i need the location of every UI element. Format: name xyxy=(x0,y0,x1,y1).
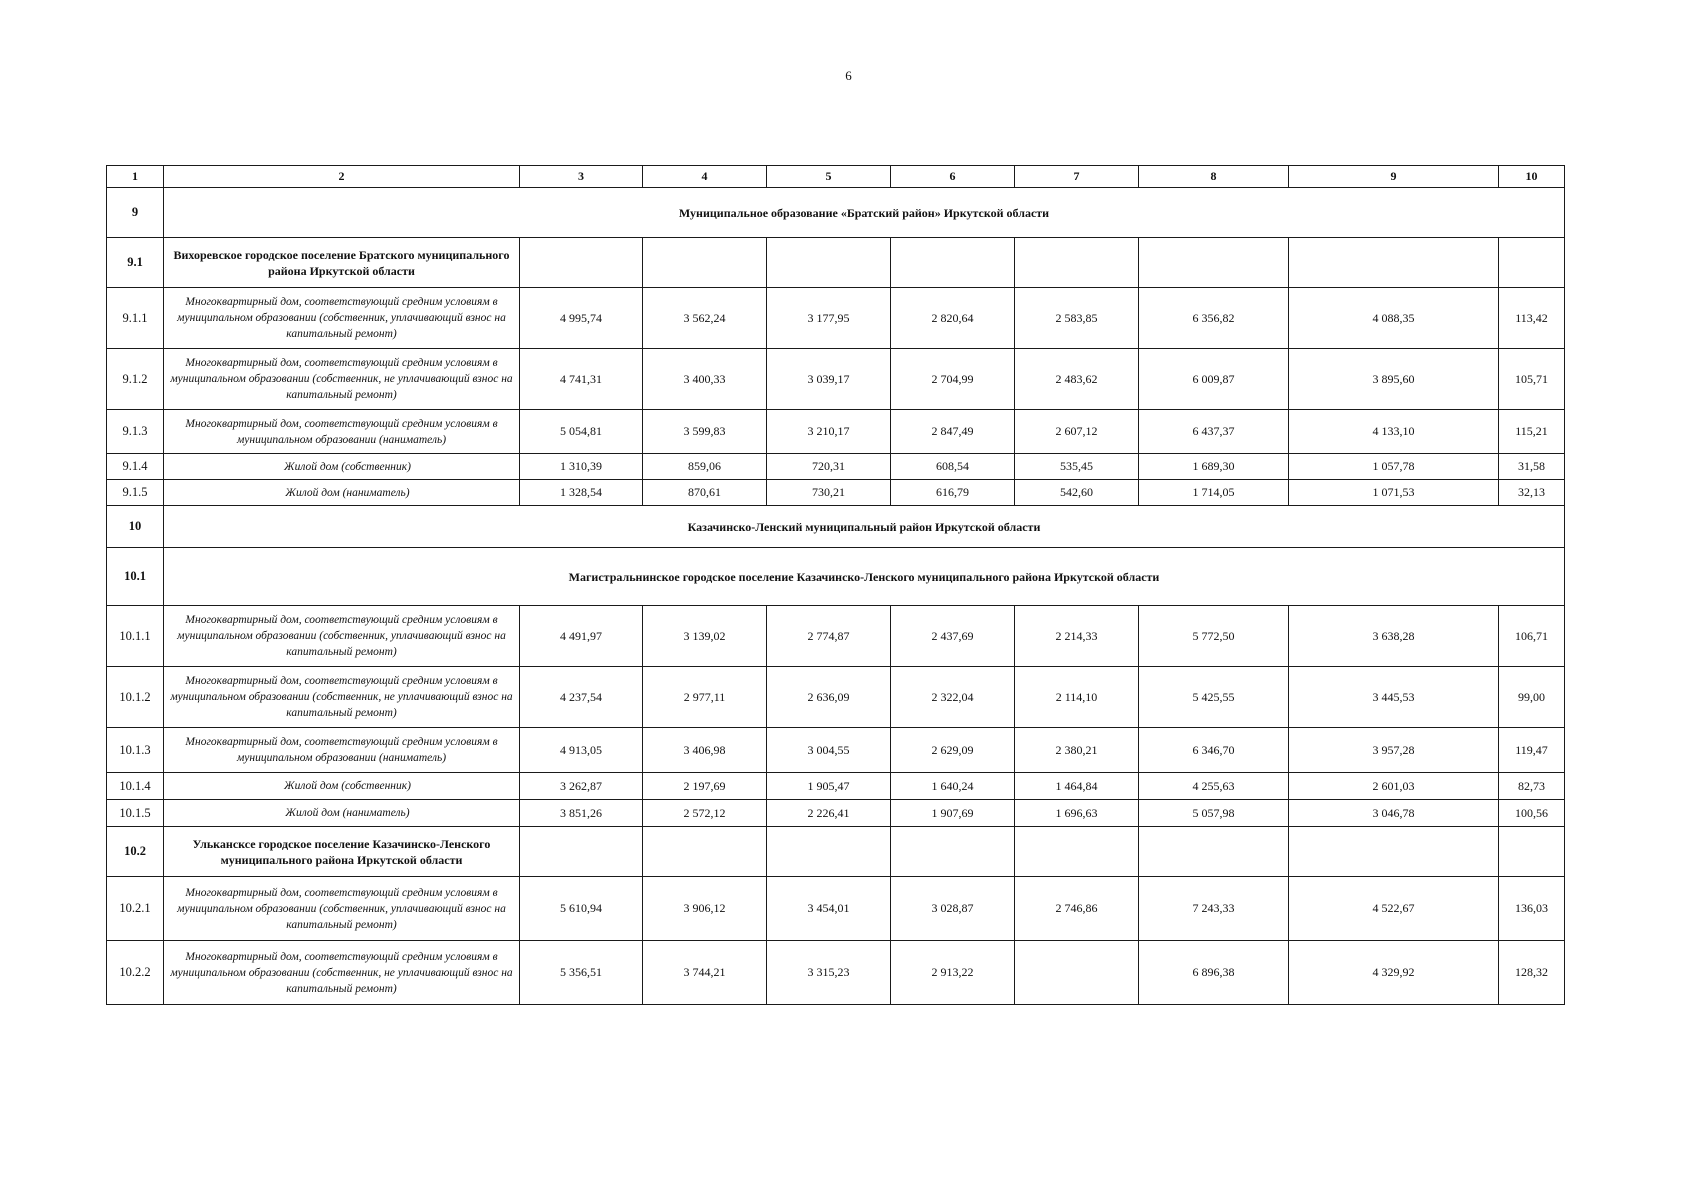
row-number: 10.1 xyxy=(107,548,164,606)
value-cell: 3 400,33 xyxy=(643,349,767,410)
column-header: 1 xyxy=(107,166,164,188)
row-description: Жилой дом (наниматель) xyxy=(164,480,520,506)
value-cell: 100,56 xyxy=(1499,800,1565,827)
column-header: 7 xyxy=(1015,166,1139,188)
value-cell: 2 114,10 xyxy=(1015,667,1139,728)
table-row xyxy=(107,506,1565,548)
value-cell: 1 328,54 xyxy=(520,480,643,506)
value-cell: 1 907,69 xyxy=(891,800,1015,827)
row-description: Казачинско-Ленский муниципальный район Иркутской области xyxy=(164,506,1565,548)
value-cell: 3 638,28 xyxy=(1289,606,1499,667)
value-cell: 4 913,05 xyxy=(520,728,643,773)
value-cell: 105,71 xyxy=(1499,349,1565,410)
value-cell xyxy=(643,827,767,877)
row-number: 9.1.5 xyxy=(107,480,164,506)
row-number: 10.2.2 xyxy=(107,941,164,1005)
value-cell: 730,21 xyxy=(767,480,891,506)
value-cell: 5 057,98 xyxy=(1139,800,1289,827)
row-number: 10.1.3 xyxy=(107,728,164,773)
table-row xyxy=(107,773,1565,800)
value-cell: 115,21 xyxy=(1499,410,1565,454)
row-number: 9.1.3 xyxy=(107,410,164,454)
value-cell: 2 636,09 xyxy=(767,667,891,728)
value-cell: 2 704,99 xyxy=(891,349,1015,410)
value-cell: 859,06 xyxy=(643,454,767,480)
value-cell xyxy=(767,827,891,877)
value-cell: 2 322,04 xyxy=(891,667,1015,728)
value-cell: 1 464,84 xyxy=(1015,773,1139,800)
value-cell: 3 744,21 xyxy=(643,941,767,1005)
row-description: Многоквартирный дом, соответствующий средним условиям в муниципальном образовании (собственник, уплачивающий взнос на капитальный ремонт) xyxy=(164,288,520,349)
value-cell: 3 562,24 xyxy=(643,288,767,349)
value-cell: 2 583,85 xyxy=(1015,288,1139,349)
value-cell: 4 237,54 xyxy=(520,667,643,728)
value-cell: 3 895,60 xyxy=(1289,349,1499,410)
value-cell: 2 607,12 xyxy=(1015,410,1139,454)
value-cell: 2 847,49 xyxy=(891,410,1015,454)
value-cell: 3 851,26 xyxy=(520,800,643,827)
value-cell: 4 491,97 xyxy=(520,606,643,667)
value-cell: 2 913,22 xyxy=(891,941,1015,1005)
value-cell: 3 028,87 xyxy=(891,877,1015,941)
value-cell xyxy=(1499,827,1565,877)
value-cell: 2 226,41 xyxy=(767,800,891,827)
value-cell: 3 315,23 xyxy=(767,941,891,1005)
row-description: Жилой дом (собственник) xyxy=(164,773,520,800)
value-cell: 870,61 xyxy=(643,480,767,506)
value-cell: 5 425,55 xyxy=(1139,667,1289,728)
value-cell: 542,60 xyxy=(1015,480,1139,506)
column-header: 10 xyxy=(1499,166,1565,188)
value-cell: 1 905,47 xyxy=(767,773,891,800)
row-description: Многоквартирный дом, соответствующий средним условиям в муниципальном образовании (собственник, уплачивающий взнос на капитальный ремонт) xyxy=(164,606,520,667)
value-cell: 3 004,55 xyxy=(767,728,891,773)
value-cell: 4 133,10 xyxy=(1289,410,1499,454)
value-cell: 5 054,81 xyxy=(520,410,643,454)
value-cell: 3 210,17 xyxy=(767,410,891,454)
row-description: Жилой дом (наниматель) xyxy=(164,800,520,827)
row-number: 10.2 xyxy=(107,827,164,877)
value-cell: 3 599,83 xyxy=(643,410,767,454)
table-row xyxy=(107,667,1565,728)
value-cell xyxy=(767,238,891,288)
value-cell: 128,32 xyxy=(1499,941,1565,1005)
row-description: Многоквартирный дом, соответствующий средним условиям в муниципальном образовании (собственник, не уплачивающий взнос на капитальный ремонт) xyxy=(164,667,520,728)
value-cell xyxy=(1015,941,1139,1005)
row-number: 9.1.1 xyxy=(107,288,164,349)
value-cell: 608,54 xyxy=(891,454,1015,480)
value-cell: 2 437,69 xyxy=(891,606,1015,667)
value-cell: 2 774,87 xyxy=(767,606,891,667)
value-cell: 4 741,31 xyxy=(520,349,643,410)
table-row xyxy=(107,877,1565,941)
value-cell: 1 696,63 xyxy=(1015,800,1139,827)
row-description: Магистральнинское городское поселение Казачинско-Ленского муниципального района Иркутской области xyxy=(164,548,1565,606)
value-cell: 3 406,98 xyxy=(643,728,767,773)
value-cell: 535,45 xyxy=(1015,454,1139,480)
value-cell: 2 820,64 xyxy=(891,288,1015,349)
value-cell: 616,79 xyxy=(891,480,1015,506)
value-cell: 2 197,69 xyxy=(643,773,767,800)
value-cell: 6 346,70 xyxy=(1139,728,1289,773)
value-cell: 2 572,12 xyxy=(643,800,767,827)
value-cell: 3 262,87 xyxy=(520,773,643,800)
value-cell: 1 689,30 xyxy=(1139,454,1289,480)
table-row xyxy=(107,941,1565,1005)
value-cell: 3 957,28 xyxy=(1289,728,1499,773)
value-cell: 3 046,78 xyxy=(1289,800,1499,827)
table-row xyxy=(107,827,1565,877)
value-cell: 5 610,94 xyxy=(520,877,643,941)
row-number: 10.1.4 xyxy=(107,773,164,800)
column-header: 2 xyxy=(164,166,520,188)
table-row xyxy=(107,480,1565,506)
value-cell xyxy=(520,827,643,877)
page-number: 6 xyxy=(845,68,852,83)
value-cell: 1 714,05 xyxy=(1139,480,1289,506)
row-description: Многоквартирный дом, соответствующий средним условиям в муниципальном образовании (наниматель) xyxy=(164,728,520,773)
row-description: Многоквартирный дом, соответствующий средним условиям в муниципальном образовании (собственник, не уплачивающий взнос на капитальный ремонт) xyxy=(164,941,520,1005)
table-row xyxy=(107,410,1565,454)
value-cell: 4 088,35 xyxy=(1289,288,1499,349)
value-cell xyxy=(1139,238,1289,288)
column-header: 5 xyxy=(767,166,891,188)
value-cell xyxy=(1015,827,1139,877)
row-number: 9.1.2 xyxy=(107,349,164,410)
value-cell: 106,71 xyxy=(1499,606,1565,667)
row-number: 10.1.1 xyxy=(107,606,164,667)
value-cell: 5 772,50 xyxy=(1139,606,1289,667)
value-cell: 3 906,12 xyxy=(643,877,767,941)
value-cell: 7 243,33 xyxy=(1139,877,1289,941)
table-row xyxy=(107,188,1565,238)
table-row xyxy=(107,454,1565,480)
table-row xyxy=(107,238,1565,288)
value-cell: 1 640,24 xyxy=(891,773,1015,800)
value-cell xyxy=(1015,238,1139,288)
column-header: 9 xyxy=(1289,166,1499,188)
value-cell: 6 896,38 xyxy=(1139,941,1289,1005)
value-cell: 5 356,51 xyxy=(520,941,643,1005)
value-cell: 1 057,78 xyxy=(1289,454,1499,480)
column-header: 6 xyxy=(891,166,1015,188)
table-row xyxy=(107,728,1565,773)
value-cell: 6 437,37 xyxy=(1139,410,1289,454)
value-cell: 4 329,92 xyxy=(1289,941,1499,1005)
row-number: 10.1.5 xyxy=(107,800,164,827)
value-cell xyxy=(891,827,1015,877)
value-cell: 3 139,02 xyxy=(643,606,767,667)
value-cell: 6 356,82 xyxy=(1139,288,1289,349)
value-cell: 2 629,09 xyxy=(891,728,1015,773)
value-cell: 82,73 xyxy=(1499,773,1565,800)
value-cell: 136,03 xyxy=(1499,877,1565,941)
table-row xyxy=(107,800,1565,827)
value-cell: 31,58 xyxy=(1499,454,1565,480)
value-cell: 2 746,86 xyxy=(1015,877,1139,941)
value-cell: 4 522,67 xyxy=(1289,877,1499,941)
row-number: 10 xyxy=(107,506,164,548)
column-header: 8 xyxy=(1139,166,1289,188)
value-cell: 2 601,03 xyxy=(1289,773,1499,800)
value-cell: 1 310,39 xyxy=(520,454,643,480)
value-cell xyxy=(643,238,767,288)
row-number: 10.1.2 xyxy=(107,667,164,728)
value-cell xyxy=(1289,827,1499,877)
row-description: Многоквартирный дом, соответствующий средним условиям в муниципальном образовании (наниматель) xyxy=(164,410,520,454)
row-number: 9.1.4 xyxy=(107,454,164,480)
header-row xyxy=(107,166,1565,188)
row-description: Многоквартирный дом, соответствующий средним условиям в муниципальном образовании (собственник, не уплачивающий взнос на капитальный ремонт) xyxy=(164,349,520,410)
row-description: Муниципальное образование «Братский район» Иркутской области xyxy=(164,188,1565,238)
value-cell: 32,13 xyxy=(1499,480,1565,506)
column-header: 3 xyxy=(520,166,643,188)
value-cell xyxy=(1139,827,1289,877)
row-description: Жилой дом (собственник) xyxy=(164,454,520,480)
table-row xyxy=(107,606,1565,667)
value-cell: 4 255,63 xyxy=(1139,773,1289,800)
value-cell: 6 009,87 xyxy=(1139,349,1289,410)
value-cell: 2 214,33 xyxy=(1015,606,1139,667)
value-cell: 720,31 xyxy=(767,454,891,480)
value-cell: 2 483,62 xyxy=(1015,349,1139,410)
value-cell: 119,47 xyxy=(1499,728,1565,773)
value-cell xyxy=(520,238,643,288)
row-description: Улькансксе городское поселение Казачинско-Ленского муниципального района Иркутской области xyxy=(164,827,520,877)
value-cell: 3 177,95 xyxy=(767,288,891,349)
value-cell: 4 995,74 xyxy=(520,288,643,349)
tariff-table xyxy=(106,165,1565,1005)
value-cell: 1 071,53 xyxy=(1289,480,1499,506)
value-cell: 99,00 xyxy=(1499,667,1565,728)
value-cell xyxy=(1289,238,1499,288)
value-cell xyxy=(1499,238,1565,288)
value-cell: 3 445,53 xyxy=(1289,667,1499,728)
value-cell: 2 380,21 xyxy=(1015,728,1139,773)
table-row xyxy=(107,349,1565,410)
table-row xyxy=(107,548,1565,606)
row-number: 9 xyxy=(107,188,164,238)
row-description: Многоквартирный дом, соответствующий средним условиям в муниципальном образовании (собственник, уплачивающий взнос на капитальный ремонт) xyxy=(164,877,520,941)
row-number: 10.2.1 xyxy=(107,877,164,941)
value-cell: 113,42 xyxy=(1499,288,1565,349)
value-cell xyxy=(891,238,1015,288)
row-description: Вихоревское городское поселение Братского муниципального района Иркутской области xyxy=(164,238,520,288)
row-number: 9.1 xyxy=(107,238,164,288)
value-cell: 3 039,17 xyxy=(767,349,891,410)
value-cell: 2 977,11 xyxy=(643,667,767,728)
value-cell: 3 454,01 xyxy=(767,877,891,941)
column-header: 4 xyxy=(643,166,767,188)
table-row xyxy=(107,288,1565,349)
